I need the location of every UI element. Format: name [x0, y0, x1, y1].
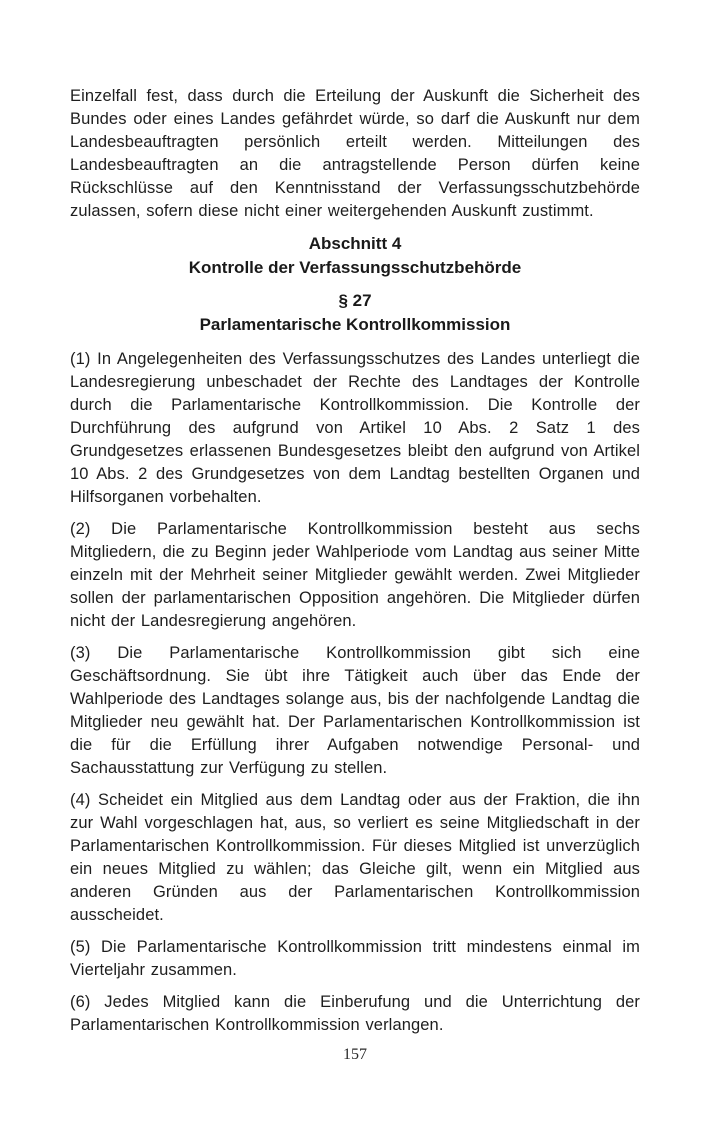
intro-paragraph: Einzelfall fest, dass durch die Erteilung der Auskunft die Sicherheit des Bundes oder eines Landes gefährdet würde, so darf die Auskunft nur dem Landesbeauftragten persönlich erteilt werden. Mitteilungen des Landesbeauftragten an die antragstellende Person dürfen keine Rückschlüsse auf den Kenntnisstand der Verfassungsschutzbehörde zulassen, sofern diese nicht einer weitergehenden Auskunft zustimmt. — [70, 87, 640, 220]
legal-paragraph-2: (2) Die Parlamentarische Kontrollkommission besteht aus sechs Mitgliedern, die zu Beginn jeder Wahlperiode vom Landtag aus seiner Mitte einzeln mit der Mehrheit seiner Mitglieder gewählt werden. Zwei Mitglieder sollen der parlamentarischen Opposition angehören. Die Mitglieder dürfen nicht der Landesregierung angehören. — [70, 520, 640, 630]
legal-paragraph-4: (4) Scheidet ein Mitglied aus dem Landtag oder aus der Fraktion, die ihn zur Wahl vorgeschlagen hat, aus, so verliert es seine Mitgliedschaft in der Parlamentarischen Kontrollkommission. Für dieses Mitglied ist unverzüglich ein neues Mitglied zu wählen; das Gleiche gilt, wenn ein Mitglied aus anderen Gründen aus der Parlamentarischen Kontrollkommission ausscheidet. — [70, 791, 640, 924]
page-number: 157 — [343, 1046, 367, 1063]
section-heading-number: Abschnitt 4 — [308, 234, 402, 253]
legal-paragraph-1: (1) In Angelegenheiten des Verfassungsschutzes des Landes unterliegt die Landesregierung unbeschadet der Rechte des Landtages der Kontrolle durch die Parlamentarische Kontrollkommission. Die Kontrolle der Durchführung des aufgrund von Artikel 10 Abs. 2 Satz 1 des Grundgesetzes erlassenen Bundesgesetzes bleibt den aufgrund von Artikel 10 Abs. 2 des Grundgesetzes von dem Landtag bestellten Organen und Hilfsorganen vorbehalten. — [70, 350, 640, 506]
legal-paragraph-5: (5) Die Parlamentarische Kontrollkommission tritt mindestens einmal im Vierteljahr zusammen. — [70, 938, 640, 979]
section-heading-title: Kontrolle der Verfassungsschutzbehörde — [188, 258, 522, 277]
article-heading-title: Parlamentarische Kontrollkommission — [199, 315, 511, 334]
legal-paragraph-6: (6) Jedes Mitglied kann die Einberufung und die Unterrichtung der Parlamentarischen Kontrollkommission verlangen. — [70, 993, 640, 1034]
legal-paragraph-3: (3) Die Parlamentarische Kontrollkommission gibt sich eine Geschäftsordnung. Sie übt ihre Tätigkeit auch über das Ende der Wahlperiode des Landtages solange aus, bis der nachfolgende Landtag die Mitglieder neu gewählt hat. Der Parlamentarischen Kontrollkommission ist die für die Erfüllung ihrer Aufgaben notwendige Personal- und Sachausstattung zur Verfügung zu stellen. — [70, 644, 640, 777]
article-heading — [70, 289, 640, 337]
article-heading-number: § 27 — [338, 291, 372, 310]
section-heading — [70, 232, 640, 280]
